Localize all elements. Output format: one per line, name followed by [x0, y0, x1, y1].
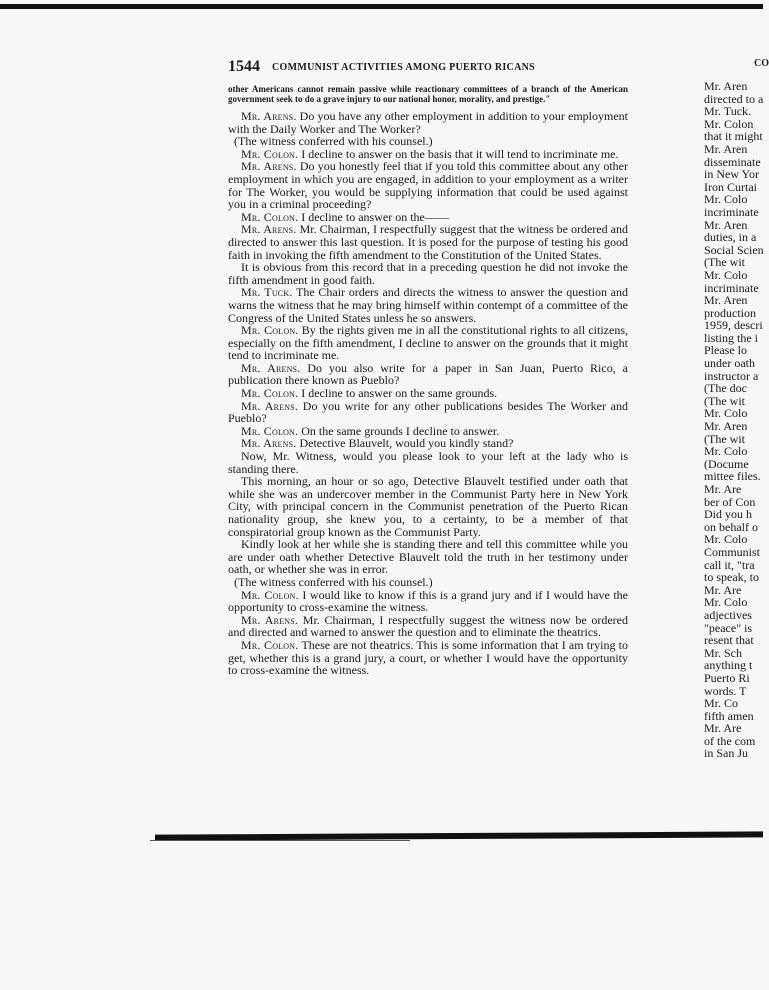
paragraph-text: I decline to answer on the basis that it will tend to incriminate me.	[298, 146, 619, 161]
testimony-paragraph	[228, 475, 628, 538]
right-page-line: Communist	[704, 544, 761, 559]
paragraph-text: Kindly look at her while she is standing there and tell this committee while you are under oath whether Detective Blauvelt told the truth in her testimony under oath, or whether she was in error.	[228, 537, 628, 577]
right-page-line: Mr. Aren	[704, 419, 748, 434]
testimony-paragraph	[228, 450, 628, 475]
right-page-line: Mr. Co	[704, 696, 739, 711]
right-page-line: Social Scien	[704, 242, 764, 257]
paragraph-text: Mr. Chairman, I respectfully suggest that the witness be ordered and directed to answer this last question. It is posed for the purpose of testing his good faith in invoking the fifth amendment to the Constitution of the United States.	[228, 222, 628, 262]
testimony-paragraph	[228, 538, 628, 576]
speaker-name: Mr. Colon.	[241, 637, 299, 652]
speaker-name: Mr. Colon.	[241, 323, 299, 338]
paragraph-text: I decline to answer on the same grounds.	[298, 386, 498, 401]
right-page-line: incriminate	[704, 204, 759, 219]
right-page-line: disseminate	[704, 154, 761, 169]
right-page-line: (The doc	[704, 381, 747, 396]
testimony-paragraph	[228, 223, 628, 261]
paragraph-text: Do you also write for a paper in San Juan, Puerto Rico, a publication there known as Pueblo?	[228, 360, 628, 388]
paragraph-text: The Chair orders and directs the witness to answer the question and warns the witness that he may bring himself within contempt of a committee of the Congress of the United States unless he so answers.	[228, 285, 628, 325]
right-page-line: Mr. Are	[704, 721, 742, 736]
speaker-name: Mr. Colon.	[241, 386, 299, 401]
intro-quote: other Americans cannot remain passive while reactionary committees of a branch of the American government seek to do a grave injury to our national honor, morality, and prestige."	[228, 84, 628, 104]
right-page-line: words. T	[704, 683, 747, 698]
right-page-lines	[704, 80, 763, 760]
paragraph-text: I would like to know if this is a grand jury and if I would have the opportunity to cross-examine the witness.	[228, 587, 628, 615]
paragraph-text: (The witness conferred with his counsel.)	[234, 134, 433, 149]
testimony-paragraph	[228, 261, 628, 286]
right-page-line: Mr. Sch	[704, 645, 743, 660]
right-page-line: anything t	[704, 658, 753, 673]
paragraph-text: Mr. Chairman, I respectfully suggest the witness now be ordered and directed and warned to answer the question and to eliminate the theatrics.	[228, 612, 628, 640]
right-page-line: mittee files.	[704, 469, 761, 484]
right-page-line: call it, "tra	[704, 557, 755, 572]
right-page-line: Mr. Colo	[704, 532, 748, 547]
testimony-paragraph	[228, 324, 628, 362]
right-page-line: duties, in a	[704, 230, 757, 245]
testimony-body	[228, 110, 628, 677]
right-page-line: Iron Curtai	[704, 179, 757, 194]
right-page-line: Did you h	[704, 507, 752, 522]
page-number: 1544	[228, 58, 260, 75]
right-page-line: Mr. Aren	[704, 79, 748, 93]
speaker-name: Mr. Colon.	[241, 146, 299, 161]
right-page-line: Please lo	[704, 343, 747, 358]
speaker-name: Mr. Colon.	[241, 423, 299, 438]
right-page-line: that it might	[704, 129, 763, 144]
right-page-line: resent that	[704, 633, 754, 648]
paragraph-text: (The witness conferred with his counsel.)	[234, 574, 433, 589]
paragraph-text: Do you write for any other publications besides The Worker and Pueblo?	[228, 398, 629, 426]
speaker-name: Mr. Arens.	[241, 436, 297, 451]
testimony-paragraph	[228, 110, 628, 135]
right-page-line: Mr. Colo	[704, 444, 748, 459]
right-page-line: production	[704, 305, 756, 320]
right-page-line: Mr. Colo	[704, 192, 748, 207]
paragraph-text: Do you have any other employment in addition to your employment with the Daily Worker and The Worker?	[228, 109, 628, 136]
right-page-line: in New Yor	[704, 167, 760, 182]
right-page-line: adjectives	[704, 607, 752, 622]
right-page-line: of the com	[704, 733, 756, 748]
right-page-line: to speak, to	[704, 570, 759, 585]
right-page-line: (The wit	[704, 393, 745, 408]
right-page-line: Mr. Are	[704, 482, 742, 496]
paragraph-text: On the same grounds I decline to answer.	[298, 423, 500, 438]
speaker-name: Mr. Colon.	[241, 587, 299, 602]
right-page-line: Mr. Colon	[704, 116, 754, 131]
paragraph-text: By the rights given me in all the constitutional rights to all citizens, especially on the fifth amendment, I decline to answer on the grounds that it might tend to incriminate me.	[228, 323, 629, 363]
right-page-line: Mr. Aren	[704, 141, 748, 156]
paragraph-text: Do you honestly feel that if you told this committee about any other employment in which you are engaged, in addition to your employment as a writer for The Worker, you would be supplying information that could be used against you in a criminal proceeding?	[228, 159, 628, 212]
right-page-line: (The wit	[704, 255, 745, 270]
right-page-line: Mr. Aren	[704, 293, 748, 308]
paragraph-text: Now, Mr. Witness, would you please look to your left at the lady who is standing there.	[228, 449, 628, 476]
testimony-paragraph	[228, 639, 628, 677]
left-page	[228, 58, 628, 677]
right-running-head: CO	[754, 58, 769, 69]
testimony-paragraph	[228, 614, 628, 639]
page-header	[228, 58, 628, 80]
speaker-name: Mr. Tuck.	[241, 285, 293, 300]
paragraph-text: I decline to answer on the——	[298, 209, 449, 224]
running-head: COMMUNIST ACTIVITIES AMONG PUERTO RICANS	[272, 62, 535, 73]
paragraph-text: Detective Blauvelt, would you kindly stand?	[296, 436, 514, 451]
speaker-name: Mr. Arens.	[241, 360, 301, 375]
paragraph-text: This morning, an hour or so ago, Detective Blauvelt testified under oath that while she was an undercover member in the Communist Party here in New York City, with principal concern in the Communist penetration of the Puerto Rican nationality group, she knew you, to a certainty, to be a member of that conspiratorial group known as the Communist Party.	[228, 474, 628, 539]
right-page-fragment	[704, 58, 769, 778]
paragraph-text: It is obvious from this record that in a preceding question he did not invoke the fifth amendment in good faith.	[228, 260, 628, 287]
speaker-name: Mr. Colon.	[241, 209, 299, 224]
testimony-paragraph	[228, 160, 628, 210]
top-edge-rule	[0, 4, 763, 9]
right-page-line: instructor a	[704, 368, 759, 383]
right-page-line: ber of Con	[704, 494, 756, 509]
right-page-line: in San Ju	[704, 746, 749, 761]
right-page-line: Mr. Colo	[704, 406, 748, 421]
right-page-line: fifth amen	[704, 708, 754, 723]
right-page-line: Mr. Are	[704, 582, 742, 597]
speaker-name: Mr. Arens.	[241, 612, 299, 627]
testimony-paragraph	[228, 362, 628, 387]
right-page-line: 1959, descri	[704, 318, 763, 333]
paragraph-text: These are not theatrics. This is some information that I am trying to get, whether this is a grand jury, a court, or whether I would have the opportunity to cross-examine the witness.	[228, 637, 628, 678]
right-page-line: Mr. Tuck.	[704, 104, 752, 119]
testimony-paragraph	[228, 589, 628, 614]
right-page-line: Mr. Colo	[704, 267, 748, 282]
right-page-line: Puerto Ri	[704, 670, 750, 685]
right-page-line: under oath	[704, 356, 755, 371]
right-page-line: incriminate	[704, 280, 759, 295]
right-page-line: Mr. Aren	[704, 217, 748, 232]
right-page-line: "peace" is	[704, 620, 753, 635]
speaker-name: Mr. Arens.	[241, 398, 299, 413]
right-page-line: directed to a	[704, 91, 764, 106]
testimony-paragraph	[228, 400, 628, 425]
right-page-line: listing the i	[704, 330, 758, 345]
right-page-line: (The wit	[704, 431, 745, 446]
right-page-line: on behalf o	[704, 519, 758, 534]
right-page-line: Mr. Colo	[704, 595, 748, 610]
speaker-name: Mr. Arens.	[241, 159, 297, 174]
right-page-line: (Docume	[704, 456, 749, 471]
speaker-name: Mr. Arens.	[241, 222, 297, 237]
testimony-paragraph	[228, 286, 628, 324]
bottom-thin-rule	[150, 840, 410, 841]
speaker-name: Mr. Arens.	[241, 109, 297, 123]
